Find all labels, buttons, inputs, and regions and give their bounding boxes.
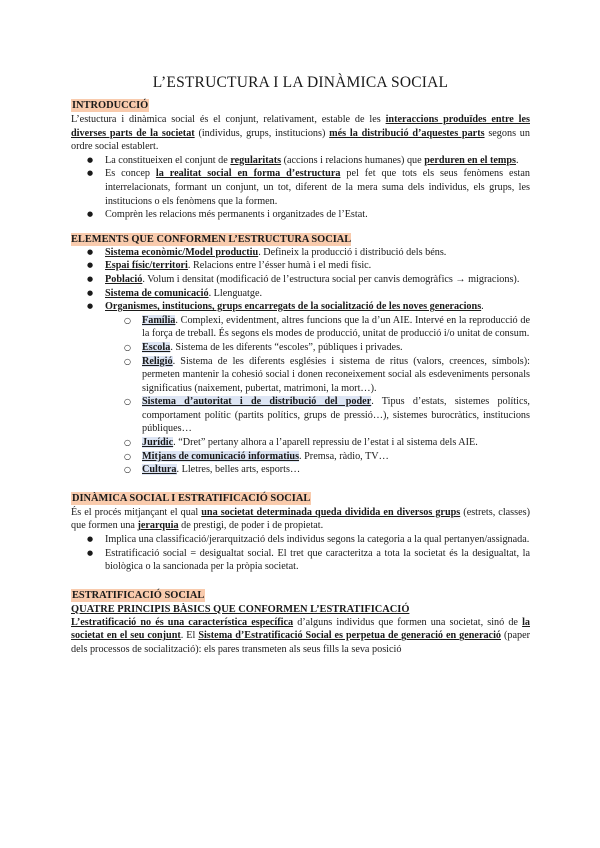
section-heading-elements: ELEMENTS QUE CONFORMEN L’ESTRUCTURA SOCIAL (71, 233, 352, 245)
list-item: ● Sistema de comunicació. Llenguatge. (105, 287, 530, 301)
list-item: ● Es concep la realitat social en forma d’estructura pel fet que tots els seus fenòmens estan interrelacionats, formant un conjunt, un tot, diferent de la mera suma dels individus, els grups, les institucions o els fenòmens que la formen. (105, 167, 530, 208)
section-heading-estratificacio: ESTRATIFICACIÓ SOCIAL (72, 589, 205, 601)
list-item: ● Sistema econòmic/Model productiu. Defineix la producció i distribució dels béns. (105, 246, 530, 260)
list-item: ● Implica una classificació/jerarquització dels individus segons la categoria a la qual pertanyen/assignada. (105, 533, 530, 547)
subheading-principis: QUATRE PRINCIPIS BÀSICS QUE CONFORMEN L’ESTRATIFICACIÓ (71, 603, 410, 615)
section-estratificacio (71, 585, 530, 657)
section-heading-dinamica: DINÀMICA SOCIAL I ESTRATIFICACIÓ SOCIAL (72, 492, 311, 504)
sublist-item: ○ Família. Complexi, evidentment, altres funcions que la d’un AIE. Intervé en la reproducció de la força de treball. És segons els modes de producció, unitat de producció i/o unitat de consum. (142, 314, 530, 341)
section-introduccio (71, 95, 530, 222)
dinamica-paragraph: És el procés mitjançant el qual una societat determinada queda dividida en diversos grups (estrets, classes) que formen una jerarquia de prestigi, de poder i de propietat. (71, 506, 530, 532)
sublist-item: ○ Religió. Sistema de les diferents esglésies i sistema de ritus (valors, creences, símbols): permeten mantenir la cohesió social i donen reconeixement social als esdeveniments personals significatius (naixement, pubertat, matrimoni, la mort…). (142, 355, 530, 396)
list-item: ● Espai físic/territori. Relacions entre l’ésser humà i el medi físic. (105, 259, 530, 273)
list-item: ● Població. Volum i densitat (modificació de l’estructura social per canvis demogràfics → migracions). (105, 273, 530, 287)
page-title: L’ESTRUCTURA I LA DINÀMICA SOCIAL (152, 74, 449, 91)
elements-list (71, 246, 530, 477)
socialization-sublist (105, 314, 530, 477)
section-dinamica (71, 488, 530, 574)
sublist-item: ○ Jurídic. “Dret” pertany alhora a l’aparell repressiu de l’estat i al sistema dels AIE. (142, 436, 530, 450)
sublist-item: ○ Mitjans de comunicació informatius. Premsa, ràdio, TV… (142, 450, 530, 464)
sublist-item: ○ Sistema d’autoritat i de distribució del poder. Tipus d’estats, sistemes polítics, comportament polític (partits polítics, grups de pressió…), sistemes burocràtics, institucions públiques… (142, 395, 530, 436)
estratificacio-paragraph: L’estratificació no és una característica específica d’alguns individus que formen una societat, sinó de la societat en el seu conjunt. El Sistema d’Estratificació Social es perpetua de generació en generació (paper dels processos de socialització): els pares transmeten als seus fills la seva posició (71, 616, 530, 655)
list-item: ● Organismes, institucions, grups encarregats de la socialització de les noves generacions. ○ Família. Complexi, evidentment, altres funcions que la d’un AIE. Intervé en la reproducció de la força de treball. És segons els modes de producció, unitat de producció i/o unitat de consum. ○ Escola. Sistema de les diferents “escoles”, públiques i privades. ○ Religió. Sistema de les diferents esglésies i sistema de ritus (valors, creences, símbols): permeten mantenir la cohesió social i donen reconeixement social als esdeveniments personals significatius (naixement, pubertat, matrimoni, la mort…). ○ Sistema d’autoritat i de distribució del poder. Tipus d’estats, sistemes polítics, comportament polític (partits polítics, grups de pressió…), sistemes burocràtics, institucions públiques… ○ Jurídic. “Dret” pertany alhora a l’aparell repressiu de l’estat i al sistema dels AIE. ○ Mitjans de comunicació informatius. Premsa, ràdio, TV… ○ Cultura. Lletres, belles arts, esports… (105, 300, 530, 477)
sublist-item: ○ Cultura. Lletres, belles arts, esports… (142, 463, 530, 477)
intro-bullet-list (71, 154, 530, 222)
section-elements (71, 233, 530, 477)
intro-paragraph: L’estuctura i dinàmica social és el conjunt, relativament, estable de les interaccions produïdes entre les diverses parts de la societat (individus, grups, institucions) més la distribució d’aquestes parts segons un ordre social establert. (71, 114, 530, 153)
list-item: ● La constitueixen el conjunt de regularitats (accions i relacions humanes) que perduren en el temps. (105, 154, 530, 168)
list-item: ● Estratificació social = desigualtat social. El tret que caracteritza a tota la societat és la desigualtat, la biològica o la sancionada per la pròpia societat. (105, 547, 530, 574)
list-item: ● Comprèn les relacions més permanents i organitzades de l’Estat. (105, 208, 530, 222)
sublist-item: ○ Escola. Sistema de les diferents “escoles”, públiques i privades. (142, 341, 530, 355)
dinamica-bullet-list (71, 533, 530, 574)
section-heading-introduccio: INTRODUCCIÓ (72, 100, 149, 111)
